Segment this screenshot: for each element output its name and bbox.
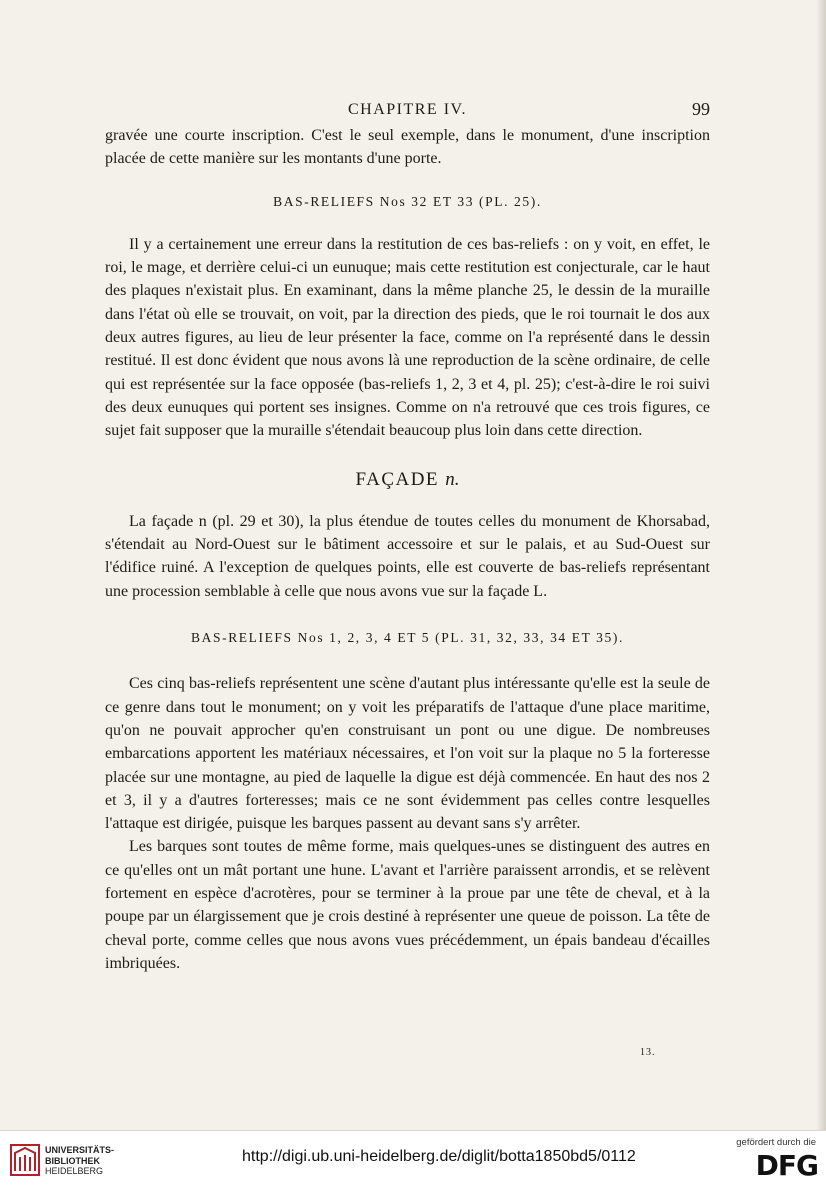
dfg-logo[interactable] bbox=[734, 1137, 820, 1183]
subhead-bas-reliefs-1-5: BAS-RELIEFS Nos 1, 2, 3, 4 ET 5 (PL. 31, 32, 33, 34 ET 35). bbox=[191, 630, 624, 646]
body-text bbox=[105, 124, 710, 975]
signature-mark: 13. bbox=[640, 1047, 656, 1058]
paragraph-2: Il y a certainement une erreur dans la restitution de ces bas-reliefs : on y voit, en effet, le roi, le mage, et derrière celui-ci un eunuque; mais cette restitution est conjecturale, car le haut des plaques n'existait plus. En examinant, dans la même planche 25, le dessin de la muraille dans l'état où elle se trouvait, on voit, par la direction des pieds, que le roi tournait le dos aux deux autres figures, au lieu de leur présenter la face, comme on l'a représenté dans le dessin restitué. Il est donc évident que nous avons là une reproduction de la scène ordinaire, de celle qui est représentée sur la face opposée (bas-reliefs 1, 2, 3 et 4, pl. 25); c'est-à-dire le roi suivi des deux eunuques qui portent ses insignes. Comme on n'a retrouvé que ces trois figures, ce sujet fait supposer que la muraille s'étendait beaucoup plus loin dans cette direction. bbox=[105, 235, 710, 440]
paragraph-3: La façade n (pl. 29 et 30), la plus étendue de toutes celles du monument de Khorsabad, s'étendait au Nord-Ouest sur le bâtiment accessoire et sur le palais, et au Sud-Ouest sur l'édifice ruiné. A l'exception de quelques points, elle est couverte de bas-reliefs représentant une procession semblable à celle que nous avons vue sur la façade L. bbox=[105, 512, 710, 600]
running-head bbox=[105, 98, 710, 122]
permalink-url[interactable]: http://digi.ub.uni-heidelberg.de/diglit/botta1850bd5/0112 bbox=[242, 1148, 636, 1165]
institution-line-2: BIBLIOTHEK bbox=[45, 1155, 100, 1166]
library-emblem-icon bbox=[10, 1143, 40, 1177]
page-number: 99 bbox=[692, 99, 710, 119]
section-heading-facade bbox=[105, 468, 710, 491]
chapter-title: CHAPITRE IV. bbox=[347, 101, 468, 118]
section-title: FAÇADE bbox=[355, 468, 440, 490]
funder-caption: gefördert durch die bbox=[736, 1137, 816, 1148]
page-edge-shadow bbox=[816, 0, 826, 1130]
paragraph-1: gravée une courte inscription. C'est le seul exemple, dans le monument, d'une inscription placée de cette manière sur les montants d'une porte. bbox=[105, 127, 710, 168]
institution-line-3: HEIDELBERG bbox=[45, 1166, 104, 1176]
institution-name bbox=[45, 1145, 114, 1177]
viewer-footer bbox=[0, 1130, 826, 1189]
institution-line-1: UNIVERSITÄTS- bbox=[45, 1145, 115, 1155]
section-letter: n. bbox=[445, 468, 460, 490]
paragraph-5: Les barques sont toutes de même forme, mais quelques-unes se distinguent des autres en ce qu'elles ont un mât portant une hune. L'avant et l'arrière paraissent arrondis, et se relèvent fortement en espèce d'acrotères, pour se terminer à la proue par une tête de cheval, et à la poupe par un élargissement que je crois destiné à représenter une queue de poisson. La tête de cheval porte, comme celles que nous avons vues précédemment, un épais bandeau d'écailles imbriquées. bbox=[105, 838, 710, 972]
paragraph-4: Ces cinq bas-reliefs représentent une scène d'autant plus intéressante qu'elle est la seule de ce genre dans tout le monument; on y voit les préparatifs de l'attaque d'une place maritime, qu'on ne pouvait approcher qu'en construisant un pont ou une digue. De nombreuses embarcations apportent les matériaux nécessaires, et l'on voit sur la plaque no 5 la forteresse placée sur une montagne, au pied de laquelle la digue est déjà commencée. En haut des nos 2 et 3, il y a d'autres forteresses; mais ce ne sont évidemment pas celles contre lesquelles l'attaque est dirigée, puisque les barques passent au devant sans s'y arrêter. bbox=[105, 675, 710, 833]
subhead-bas-reliefs-32-33: BAS-RELIEFS Nos 32 ET 33 (PL. 25). bbox=[273, 193, 542, 209]
university-library-logo[interactable] bbox=[10, 1141, 120, 1181]
dfg-wordmark: DFG bbox=[755, 1149, 818, 1182]
